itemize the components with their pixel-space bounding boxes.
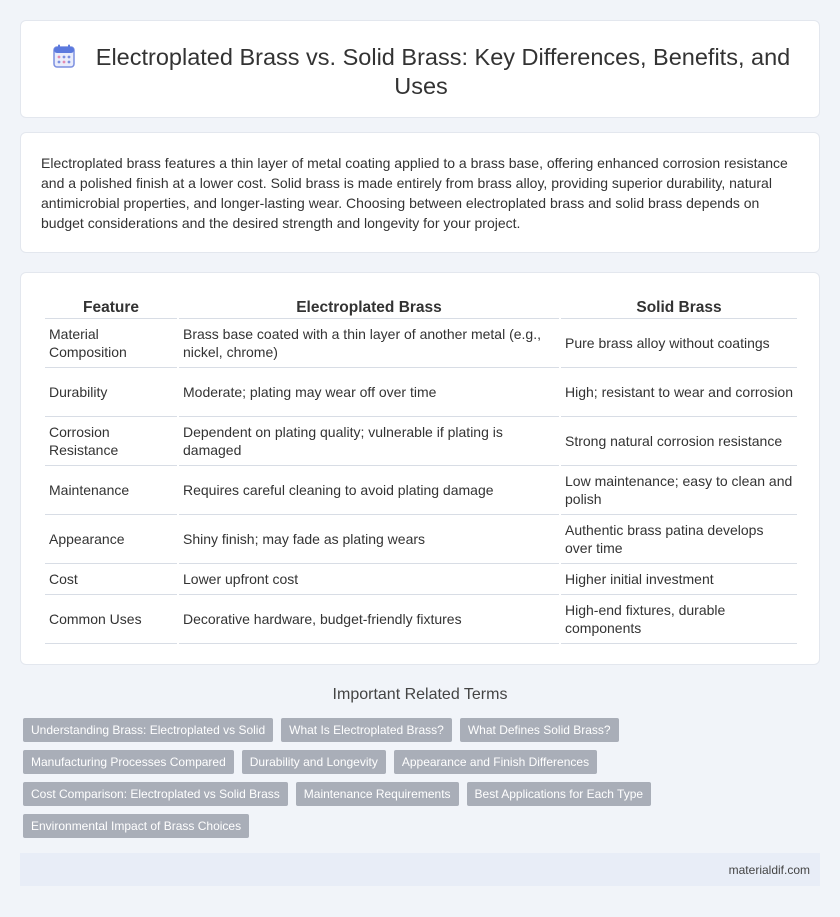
related-tag[interactable]: Appearance and Finish Differences xyxy=(394,750,597,774)
table-cell: Durability xyxy=(45,368,177,417)
table-cell: Strong natural corrosion resistance xyxy=(561,417,797,466)
table-row xyxy=(45,515,797,564)
table-cell: Moderate; plating may wear off over time xyxy=(179,368,559,417)
related-tag[interactable]: Manufacturing Processes Compared xyxy=(23,750,234,774)
related-tag[interactable]: Understanding Brass: Electroplated vs Solid xyxy=(23,718,273,742)
table-cell: Corrosion Resistance xyxy=(45,417,177,466)
table-cell: Shiny finish; may fade as plating wears xyxy=(179,515,559,564)
table-cell: Dependent on plating quality; vulnerable if plating is damaged xyxy=(179,417,559,466)
table-cell: Low maintenance; easy to clean and polish xyxy=(561,466,797,515)
table-cell: Higher initial investment xyxy=(561,564,797,595)
related-tag[interactable]: Best Applications for Each Type xyxy=(467,782,652,806)
page-title-text: Electroplated Brass vs. Solid Brass: Key Differences, Benefits, and Uses xyxy=(95,44,791,99)
table-cell: Authentic brass patina develops over time xyxy=(561,515,797,564)
table-cell: Maintenance xyxy=(45,466,177,515)
intro-paragraph: Electroplated brass features a thin layer of metal coating applied to a brass base, offering enhanced corrosion resistance and a polished finish at a lower cost. Solid brass is made entirely from brass alloy, providing superior durability, natural antimicrobial properties, and longer-lasting wear. Choosing between electroplated brass and solid brass depends on budget considerations and the desired strength and longevity for your project. xyxy=(41,155,788,231)
table-row xyxy=(45,466,797,515)
related-tag[interactable]: Cost Comparison: Electroplated vs Solid Brass xyxy=(23,782,288,806)
related-terms-title: Important Related Terms xyxy=(332,686,508,703)
table-cell: Cost xyxy=(45,564,177,595)
related-tag[interactable]: Durability and Longevity xyxy=(242,750,386,774)
table-row xyxy=(45,595,797,644)
page-title xyxy=(51,43,791,101)
calendar-icon xyxy=(52,43,76,69)
header-solid: Solid Brass xyxy=(561,294,797,319)
table-row xyxy=(45,417,797,466)
related-tag[interactable]: Environmental Impact of Brass Choices xyxy=(23,814,249,838)
table-row xyxy=(45,368,797,417)
footer-site[interactable]: materialdif.com xyxy=(728,863,810,877)
table-cell: Pure brass alloy without coatings xyxy=(561,319,797,368)
header-feature: Feature xyxy=(45,294,177,319)
table-cell: Common Uses xyxy=(45,595,177,644)
header-electroplated: Electroplated Brass xyxy=(179,294,559,319)
intro-card xyxy=(20,132,820,253)
comparison-table xyxy=(43,294,799,644)
footer xyxy=(20,853,820,886)
table-header-row xyxy=(45,294,797,319)
related-tag[interactable]: What Defines Solid Brass? xyxy=(460,718,619,742)
related-tag[interactable]: What Is Electroplated Brass? xyxy=(281,718,452,742)
table-cell: Decorative hardware, budget-friendly fixtures xyxy=(179,595,559,644)
table-row xyxy=(45,564,797,595)
table-cell: High; resistant to wear and corrosion xyxy=(561,368,797,417)
related-terms-tags xyxy=(23,718,823,846)
table-cell: Brass base coated with a thin layer of another metal (e.g., nickel, chrome) xyxy=(179,319,559,368)
header-card xyxy=(20,20,820,118)
table-cell: Requires careful cleaning to avoid plating damage xyxy=(179,466,559,515)
table-cell: Material Composition xyxy=(45,319,177,368)
table-row xyxy=(45,319,797,368)
table-cell: Appearance xyxy=(45,515,177,564)
table-cell: High-end fixtures, durable components xyxy=(561,595,797,644)
comparison-card xyxy=(20,272,820,665)
related-tag[interactable]: Maintenance Requirements xyxy=(296,782,459,806)
table-cell: Lower upfront cost xyxy=(179,564,559,595)
